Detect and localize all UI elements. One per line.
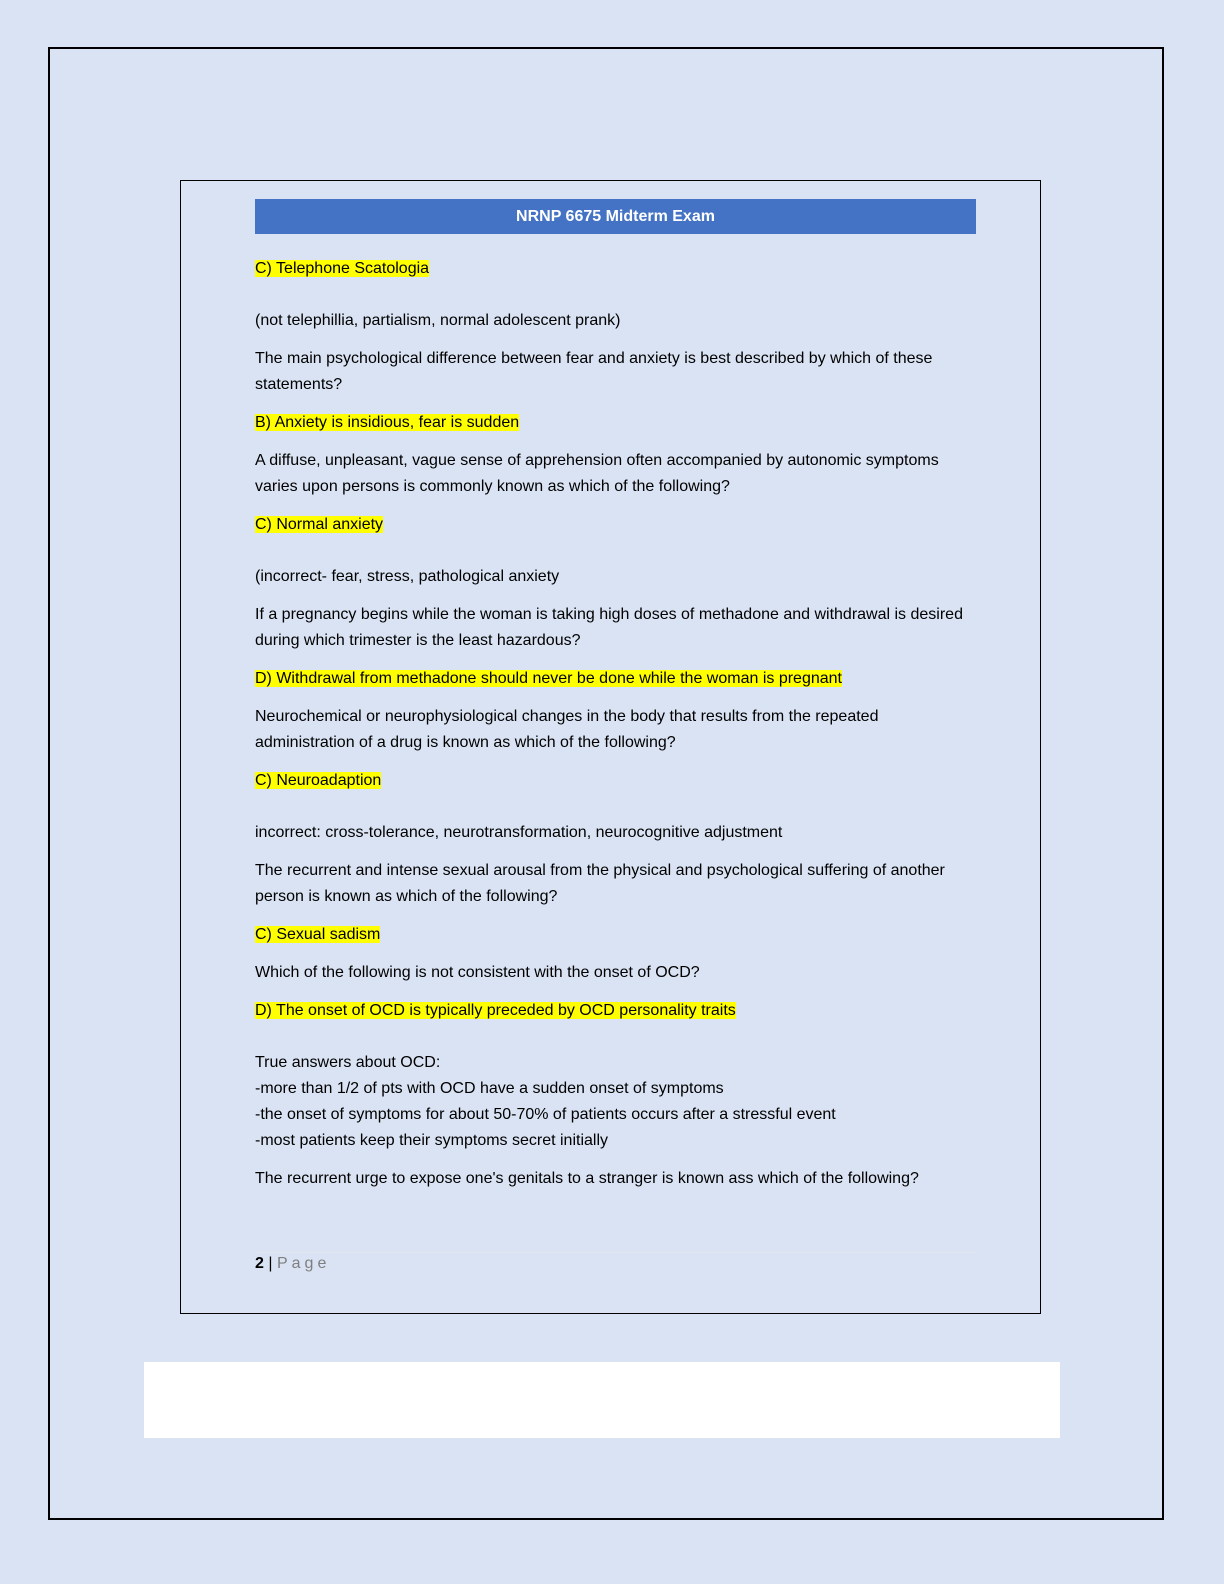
highlighted-answer: C) Sexual sadism [255, 926, 381, 943]
blank-panel [144, 1362, 1060, 1438]
note-line: incorrect: cross-tolerance, neurotransformation, neurocognitive adjustment [255, 824, 783, 841]
question-text: The recurrent and intense sexual arousal from the physical and psychological suffering of another person is known as which of the following? [255, 862, 945, 905]
note-bullet: -more than 1/2 of pts with OCD have a sudden onset of symptoms [255, 1080, 724, 1097]
question-text: The recurrent urge to expose one's genitals to a stranger is known ass which of the following? [255, 1170, 919, 1187]
answer-line [255, 666, 976, 692]
answer-line [255, 256, 976, 282]
answer-line [255, 922, 976, 948]
question-text: The main psychological difference between fear and anxiety is best described by which of these statements? [255, 350, 933, 393]
answer-line [255, 768, 976, 794]
question-text: Which of the following is not consistent with the onset of OCD? [255, 964, 700, 981]
question-text: Neurochemical or neurophysiological changes in the body that results from the repeated administration of a drug is known as which of the following? [255, 708, 879, 751]
highlighted-answer: C) Normal anxiety [255, 516, 384, 533]
page-number: 2 [255, 1255, 264, 1272]
note-heading: True answers about OCD: [255, 1054, 441, 1071]
document-title: NRNP 6675 Midterm Exam [516, 207, 715, 225]
note-line: (not telephillia, partialism, normal adolescent prank) [255, 312, 621, 329]
question-text: A diffuse, unpleasant, vague sense of apprehension often accompanied by autonomic symptoms varies upon persons is commonly known as which of the following? [255, 452, 939, 495]
highlighted-answer: D) Withdrawal from methadone should never be done while the woman is pregnant [255, 670, 842, 687]
highlighted-answer: D) The onset of OCD is typically preceded by OCD personality traits [255, 1002, 736, 1019]
footer-separator: | [268, 1255, 273, 1272]
note-bullet: -the onset of symptoms for about 50-70% of patients occurs after a stressful event [255, 1106, 836, 1123]
note-line: (incorrect- fear, stress, pathological anxiety [255, 568, 560, 585]
highlighted-answer: C) Telephone Scatologia [255, 260, 430, 277]
answer-line [255, 410, 976, 436]
document-body [255, 256, 976, 1192]
note-bullet: -most patients keep their symptoms secret initially [255, 1132, 609, 1149]
page-footer [255, 1252, 976, 1273]
page-label: Page [276, 1255, 331, 1272]
answer-line [255, 512, 976, 538]
document-header [255, 199, 976, 234]
question-text: If a pregnancy begins while the woman is taking high doses of methadone and withdrawal is desired during which trimester is the least hazardous? [255, 606, 963, 649]
highlighted-answer: C) Neuroadaption [255, 772, 382, 789]
answer-line [255, 998, 976, 1024]
highlighted-answer: B) Anxiety is insidious, fear is sudden [255, 414, 520, 431]
